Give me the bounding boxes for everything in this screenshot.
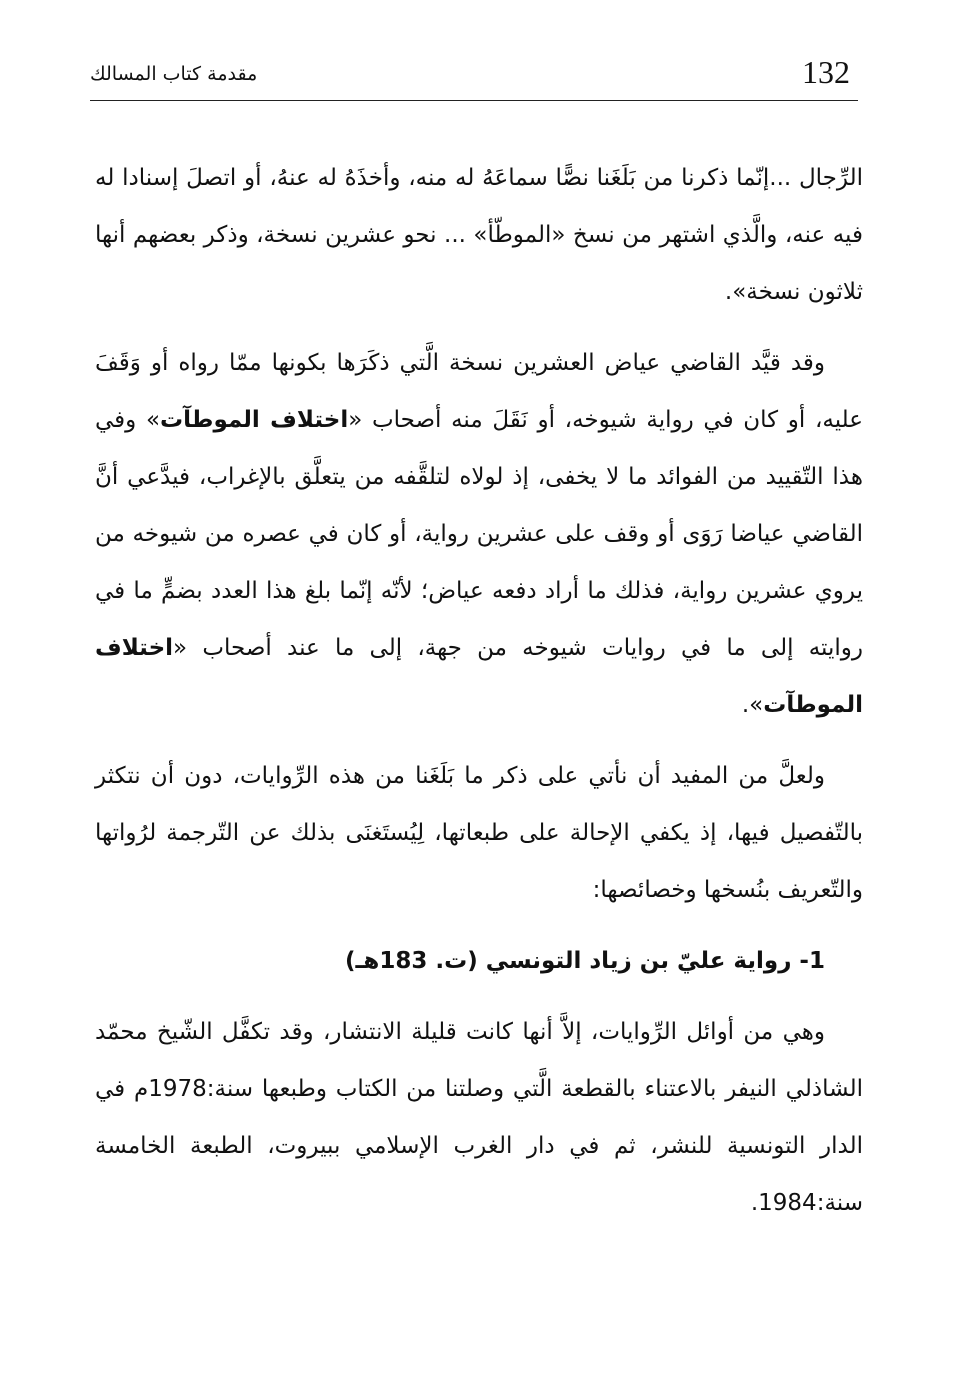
page-number: 132 <box>802 54 850 90</box>
body-text <box>95 150 863 1246</box>
section-heading: 1- رواية عليّ بن زياد التونسي (ت. 183هـ) <box>345 948 825 974</box>
page-header <box>90 52 858 98</box>
paragraph-2-part-b: » وفي هذا التّقييد من الفوائد ما لا يخفى، إذ لولاه لتلقَّفه من يتعلَّق بالإغراب، فيدَّعي أنَّ القاضي عياضا رَوَى أو وقف على عشرين رواية، أو كان في عصره من شيوخه من يروي عشرين رواية، فذلك ما أراد دفعه عياض؛ لأنّه إنّما بلغ هذا العدد بضمٍّ ما في روايته إلى ما في روايات شيوخه من جهة، إلى ما عند أصحاب « <box>95 407 863 661</box>
paragraph-4: وهي من أوائل الرِّوايات، إلاَّ أنها كانت قليلة الانتشار، وقد تكفَّل الشّيخ محمّد الشاذلي النيفر بالاعتناء بالقطعة الَّتي وصلتنا من الكتاب وطبعها سنة:1978م في الدار التونسية للنشر، ثم في دار الغرب الإسلامي ببيروت، الطبعة الخامسة سنة:1984. <box>95 1019 863 1216</box>
paragraph-2 <box>95 335 863 734</box>
paragraph-2-part-c: ». <box>741 692 764 718</box>
header-divider <box>90 100 858 101</box>
paragraph-3: ولعلَّ من المفيد أن نأتي على ذكر ما بَلَغَنا من هذه الرِّوايات، دون أن نتكثر بالتّفصيل فيها، إذ يكفي الإحالة على طبعاتها، لِيُستَغنَى بذلك عن التّرجمة لرُواتها والتّعريف بنُسخها وخصائصها: <box>95 763 863 903</box>
paragraph-2-part-a: وقد قيَّد القاضي عياض العشرين نسخة الَّتي ذكَرَها بكونها ممّا رواه أو وَقَفَ عليه، أو كان في رواية شيوخه، أو نَقَلَ منه أصحاب « <box>95 350 864 433</box>
running-title: مقدمة كتاب المسالك <box>90 63 258 85</box>
book-title-bold-1: اختلاف الموطآت <box>160 407 349 433</box>
paragraph-1: الرِّجال ...إنّما ذكرنا من بَلَغَنا نصًّا سماعَهُ له منه، وأخذَهُ له عنهُ، أو اتصلَ إسنادا له فيه عنه، والَّذي اشتهر من نسخ «الموطّأ» ... نحو عشرين نسخة، وذكر بعضهم أنها ثلاثون نسخة». <box>95 165 863 305</box>
book-title-bold-2: اختلاف الموطآت <box>95 635 863 718</box>
